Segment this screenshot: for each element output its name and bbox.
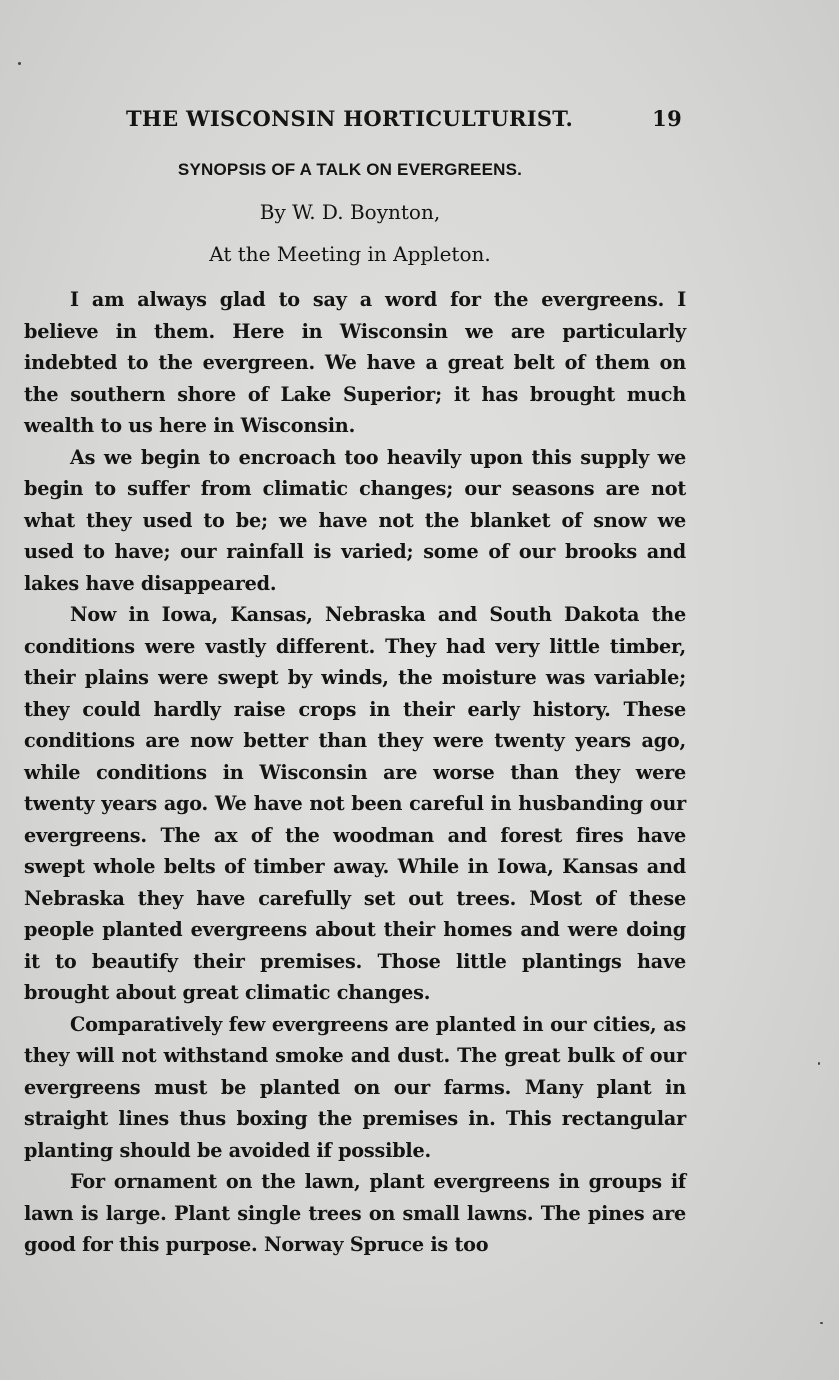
running-title: THE WISCONSIN HORTICULTURIST. [126, 106, 574, 131]
print-speck [18, 62, 21, 65]
print-speck [820, 1322, 823, 1324]
paragraph: I am always glad to say a word for the evergreens. I believe in them. Here in Wisconsin we are particularly indebted to the evergreen. We have a great belt of them on the southern shore of Lake Superior; it has brought much wealth to us here in Wisconsin. [24, 288, 686, 437]
print-speck [818, 1062, 820, 1065]
paragraph: As we begin to encroach too heavily upon this supply we begin to suffer from climatic changes; our seasons are not what they used to be; we have not the blanket of snow we used to have; our rainfall is varied; some of our brooks and lakes have disappeared. [24, 445, 686, 595]
article-byline: By W. D. Boynton, [259, 200, 441, 224]
running-header [126, 106, 682, 140]
page-number: 19 [652, 106, 682, 131]
article-venue: At the Meeting in Appleton. [209, 242, 491, 266]
article-body [24, 284, 686, 1261]
paragraph: Now in Iowa, Kansas, Nebraska and South Dakota the conditions were vastly different. They had very little timber, their plains were swept by winds, the moisture was variable; they could hardly raise crops in their early history. These conditions are now better than they were twenty years ago, while conditions in Wisconsin are worse than they were twenty years ago. We have not been careful in husbanding our evergreens. The ax of the woodman and forest fires have swept whole belts of timber away. While in Iowa, Kansas and Nebraska they have carefully set out trees. Most of these people planted evergreens about their homes and were doing it to beautify their premises. Those little plantings have brought about great climatic changes. [24, 603, 686, 1004]
paragraph: For ornament on the lawn, plant evergreens in groups if lawn is large. Plant single trees on small lawns. The pines are good for this purpose. Norway Spruce is too [24, 1170, 686, 1256]
paragraph: Comparatively few evergreens are planted in our cities, as they will not withstand smoke and dust. The great bulk of our evergreens must be planted on our farms. Many plant in straight lines thus boxing the premises in. This rectangular planting should be avoided if possible. [24, 1012, 686, 1162]
article-title: SYNOPSIS OF A TALK ON EVERGREENS. [177, 160, 523, 179]
